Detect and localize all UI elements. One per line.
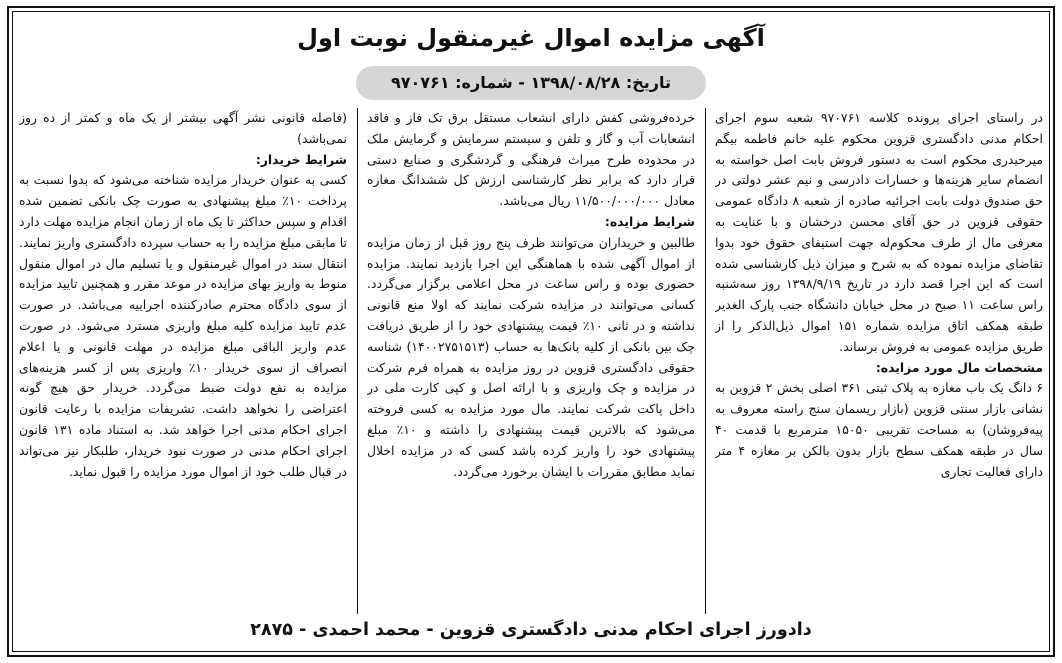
column-right bbox=[715, 108, 1043, 614]
column-divider-left bbox=[357, 108, 358, 614]
notice-footer-signature: دادورز اجرای احکام مدنی دادگستری قزوین - محمد احمدی - ۲۸۷۵ bbox=[250, 620, 812, 640]
column-middle-heading: شرایط مزایده: bbox=[604, 213, 695, 229]
notice-title: آگهی مزایده اموال غیرمنقول نوبت اول bbox=[297, 24, 765, 52]
column-middle bbox=[367, 108, 695, 614]
column-divider-right bbox=[705, 108, 706, 614]
notice-columns bbox=[19, 108, 1043, 614]
column-right-heading: مشخصات مال مورد مزایده: bbox=[875, 359, 1043, 375]
column-left bbox=[19, 108, 347, 614]
notice-outer-frame bbox=[7, 6, 1055, 657]
column-right-intro: در راستای اجرای پرونده کلاسه ۹۷۰۷۶۱ شعبه سوم اجرای احکام مدنی دادگستری قزوین محکوم علیه خانم فاطمه بیگم میرحیدری محکوم است به دستور فروش بابت اصل خواسته به انضمام سایر هزینه‌ها و خسارات دادرسی و نیم عشر دولتی در حق صندوق دولت بابت اجرائیه صادره از شعبه ۸ دادگاه عمومی حقوقی قزوین در حق آقای محسن درخشان و با عنایت به معرفی مال از طرف محکوم‌له جهت استیفای حقوق خود بدوا تقاضای مزایده نموده که به شرح و میزان ذیل کارشناسی شده است که این اجرا قصد دارد در تاریخ ۱۳۹۸/۹/۱۹ روز سه‌شنبه راس ساعت ۱۱ صبح در محل خیابان دانشگاه جنب پارک الغدیر طبقه همکف اتاق مزایده شماره ۱۵۱ اموال ذیل‌الذکر را از طریق مزایده عمومی به فروش برساند. bbox=[715, 110, 1043, 354]
column-right-body: ۶ دانگ یک باب مغازه به پلاک ثبتی ۳۶۱ اصلی بخش ۲ قزوین به نشانی بازار سنتی قزوین (بازار ریسمان سنج راسته معروف به پیه‌فروشان) به مساحت تقریبی ۱۵۰۵۰ مترمربع با قدمت ۴۰ سال در طبقه همکف سطح بازار بدون بالکن بر مغازه ۴ متر دارای فعالیت تجاری bbox=[715, 380, 1043, 479]
column-left-heading: شرایط خریدار: bbox=[255, 151, 347, 167]
column-middle-intro: خرده‌فروشی کفش دارای انشعاب مستقل برق تک فاز و فاقد انشعابات آب و گاز و تلفن و سیستم سرمایش و گرمایش ملک در محدوده طرح میراث فرهنگی و گردشگری و صنایع دستی قرار دارد که برابر نظر کارشناسی ارزش کل ششدانگ مغازه معادل ۱۱/۵۰۰/۰۰۰/۰۰۰ ریال می‌باشد. bbox=[367, 110, 695, 209]
notice-inner-frame bbox=[12, 11, 1050, 652]
notice-date-number: تاریخ: ۱۳۹۸/۰۸/۲۸ - شماره: ۹۷۰۷۶۱ bbox=[356, 66, 706, 100]
column-left-intro: (فاصله قانونی نشر آگهی بیشتر از یک ماه و کمتر از ده روز نمی‌باشد) bbox=[19, 110, 347, 146]
column-middle-body: طالبین و خریداران می‌توانند ظرف پنج روز قبل از زمان مزایده از اموال آگهی شده با هماهنگی این اجرا بازدید نمایند. مزایده حضوری بوده و راس ساعت در محل اعلامی برگزار می‌گردد. کسانی می‌توانند در مزایده شرکت نمایند که اولا منع قانونی نداشته و در ثانی ۱۰٪ قیمت پیشنهادی خود را از طریق دریافت چک بین بانکی از کلیه بانک‌ها به حساب (۱۴۰۰۲۷۵۱۵۱۳) شناسه حقوقی دادگستری قزوین در روز مزایده به همراه فرم شرکت در مزایده و چک واریزی و با ارائه اصل و کپی کارت ملی در داخل پاکت شرکت نمایند. مال مورد مزایده به کسی فروخته می‌شود که بالاترین قیمت پیشنهادی را داشته و ۱۰٪ مبلغ پیشنهادی خود را واریز کرده باشد کسی که در مزایده اخلال نماید مطابق مقررات با ایشان برخورد می‌گردد. bbox=[367, 234, 695, 479]
column-left-body: کسی به عنوان خریدار مزایده شناخته می‌شود که بدوا نسبت به پرداخت ۱۰٪ مبلغ پیشنهادی به صورت چک بانکی تضمین شده اقدام و سپس حداکثر تا یک ماه از زمان انجام مزایده مهلت دارد تا مابقی مبلغ مزایده را به حساب سپرده دادگستری واریز نمایند. انتقال سند در اموال غیرمنقول و یا تسلیم مال در اموال منقول منوط به واریز بهای مزایده در موعد مقرر و همچنین تایید مزایده از سوی دادگاه محترم صادرکننده اجراییه می‌باشد. در صورت عدم تایید مزایده کلیه مبلغ واریزی مسترد می‌شود. در صورت عدم واریز الباقی مبلغ مزایده در مهلت قانونی و یا اعلام انصراف از سوی خریدار ۱۰٪ واریزی پس از کسر هزینه‌های مزایده به نفع دولت ضبط می‌گردد. خریدار حق هیچ گونه اعتراضی را نخواهد داشت. تشریفات مزایده با رعایت قانون اجرای احکام مدنی اجرا خواهد شد. به استناد ماده ۱۳۱ قانون اجرای احکام مدنی در صورت نبود خریدار، طلبکار نیز می‌تواند در قبال طلب خود از اموال مورد مزایده را قبول نماید. bbox=[19, 172, 347, 479]
